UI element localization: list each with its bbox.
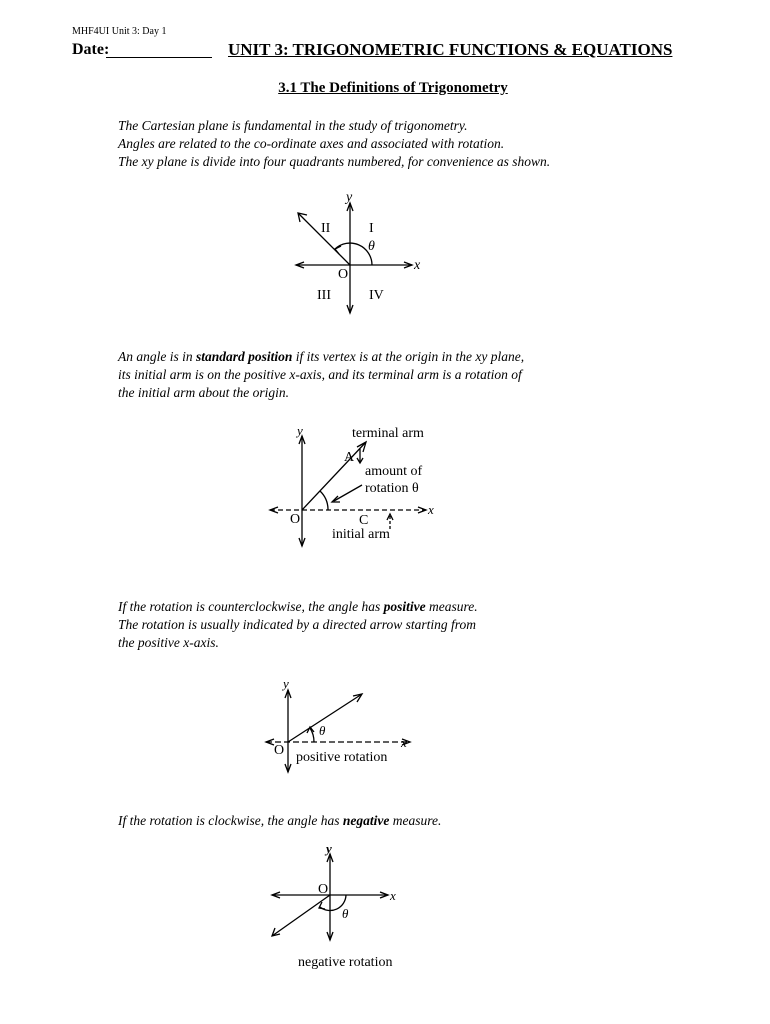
intro-line-2: Angles are related to the co-ordinate axes and associated with rotation. xyxy=(118,136,505,151)
section-title: 3.1 The Definitions of Trigonometry xyxy=(278,80,508,96)
rotation-pointer xyxy=(334,485,362,501)
standard-position-line-2: its initial arm is on the positive x-axis, and its terminal arm is a rotation of xyxy=(118,367,522,382)
quadrant-iii-label: III xyxy=(317,288,331,303)
theta-label: θ xyxy=(368,239,375,254)
point-a-label: A xyxy=(344,450,355,465)
point-c-label: C xyxy=(359,513,369,528)
standard-position-paragraph xyxy=(118,348,524,402)
x-axis-label: x xyxy=(390,888,396,903)
origin-label: O xyxy=(290,512,301,527)
positive-line-1: If the rotation is counterclockwise, the angle has positive measure. xyxy=(118,599,478,614)
origin-label: O xyxy=(274,743,285,758)
standard-position-line-3: the initial arm about the origin. xyxy=(118,385,289,400)
y-axis-label: y xyxy=(326,841,332,856)
positive-rotation-diagram xyxy=(258,672,428,782)
rotation-arc xyxy=(320,491,328,510)
x-axis-label: x xyxy=(401,735,407,750)
positive-term: positive xyxy=(383,599,426,614)
negative-rotation-caption: negative rotation xyxy=(298,955,393,970)
positive-line-2: The rotation is usually indicated by a directed arrow starting from xyxy=(118,617,476,632)
x-axis-label: x xyxy=(414,258,421,273)
date-blank-line xyxy=(106,57,212,58)
positive-rotation-caption: positive rotation xyxy=(296,750,388,765)
rotation-theta-label: rotation θ xyxy=(365,481,419,496)
y-axis-label: y xyxy=(297,423,303,438)
terminal-arm xyxy=(272,895,330,936)
origin-label: O xyxy=(338,267,349,282)
x-axis-label: x xyxy=(428,502,434,517)
standard-position-term: standard position xyxy=(196,349,293,364)
intro-line-1: The Cartesian plane is fundamental in the study of trigonometry. xyxy=(118,118,468,133)
course-code: MHF4UI Unit 3: Day 1 xyxy=(72,26,167,37)
unit-title: UNIT 3: TRIGONOMETRIC FUNCTIONS & EQUATIONS xyxy=(228,40,673,59)
y-axis-label: y xyxy=(346,190,353,205)
standard-position-diagram xyxy=(262,420,452,552)
negative-line-1: If the rotation is clockwise, the angle has negative measure. xyxy=(118,813,442,828)
quadrant-iv-label: IV xyxy=(369,288,384,303)
quadrant-diagram xyxy=(280,185,440,325)
negative-term: negative xyxy=(342,813,390,828)
y-axis-label: y xyxy=(283,676,289,691)
theta-label: θ xyxy=(319,723,326,738)
standard-position-line-1: An angle is in standard position if its vertex is at the origin in the xy plane, xyxy=(118,349,525,364)
negative-rotation-diagram xyxy=(260,840,420,975)
positive-line-3: the positive x-axis. xyxy=(118,635,219,650)
intro-paragraph xyxy=(118,117,550,171)
positive-rotation-paragraph xyxy=(118,598,478,652)
intro-line-3: The xy plane is divide into four quadrants numbered, for convenience as shown. xyxy=(118,154,551,169)
negative-rotation-paragraph xyxy=(118,812,441,830)
initial-arm-label: initial arm xyxy=(332,527,390,542)
terminal-arm-label: terminal arm xyxy=(352,426,424,441)
quadrant-ii-label: II xyxy=(321,221,331,236)
date-label: Date: xyxy=(72,41,110,58)
quadrant-i-label: I xyxy=(369,221,374,236)
theta-label: θ xyxy=(342,906,349,921)
origin-label: O xyxy=(318,882,329,897)
amount-of-label: amount of xyxy=(365,464,423,479)
